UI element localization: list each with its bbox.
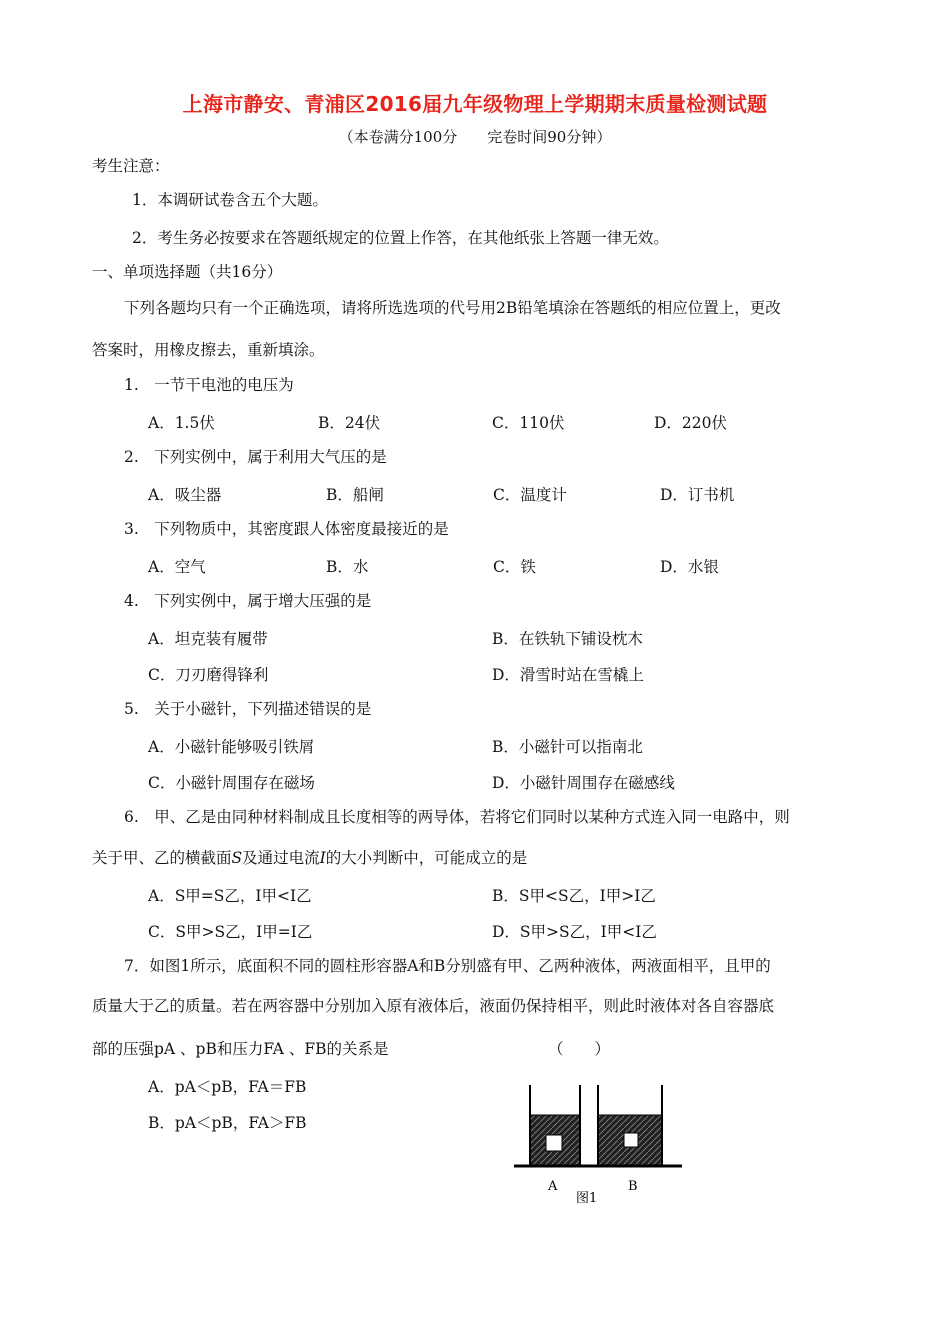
question-1-option-b: B．24伏: [318, 414, 381, 432]
question-4-option-b: B．在铁轨下铺设枕木: [492, 630, 643, 648]
question-2-option-d: D．订书机: [660, 486, 735, 504]
page-title: 上海市静安、青浦区2016届九年级物理上学期期末质量检测试题: [182, 92, 768, 116]
question-4-option-a: A．坦克装有履带: [148, 630, 268, 648]
question-5-option-c: C．小磁针周围存在磁场: [148, 774, 315, 792]
question-4-option-c: C．刀刃磨得锋利: [148, 666, 269, 684]
question-3-option-b: B．水: [326, 558, 369, 576]
notice-item-1: 1．本调研试卷含五个大题。: [132, 191, 328, 209]
block-a: [546, 1135, 562, 1151]
question-1-stem: 1. 一节干电池的电压为: [124, 376, 294, 394]
question-3-option-a: A．空气: [148, 558, 206, 576]
question-7-stem-line2: 质量大于乙的质量。若在两容器中分别加入原有液体后，液面仍保持相平，则此时液体对各自容器底: [92, 997, 775, 1015]
question-2-option-b: B．船闸: [326, 486, 384, 504]
figure-label-b: B: [628, 1179, 638, 1194]
question-6-option-d: D．S甲>S乙，I甲<I乙: [492, 923, 657, 941]
block-b: [624, 1133, 638, 1147]
question-7-option-b: B．pA＜pB，FA＞FB: [148, 1114, 307, 1132]
question-5-option-a: A．小磁针能够吸引铁屑: [148, 738, 315, 756]
container-a: [530, 1085, 580, 1165]
question-3-stem: 3. 下列物质中，其密度跟人体密度最接近的是: [124, 520, 449, 538]
figure-label-a: A: [548, 1179, 558, 1194]
question-1-option-d: D．220伏: [654, 414, 728, 432]
question-4-stem: 4. 下列实例中，属于增大压强的是: [124, 592, 372, 610]
container-b: [598, 1085, 662, 1165]
question-7-stem-line1: 7．如图1所示，底面积不同的圆柱形容器A和B分别盛有甲、乙两种液体，两液面相平，且甲的: [124, 957, 771, 975]
question-7-option-a: A．pA＜pB，FA＝FB: [148, 1078, 307, 1096]
question-3-option-c: C．铁: [493, 558, 536, 576]
question-2-stem: 2. 下列实例中，属于利用大气压的是: [124, 448, 387, 466]
question-7-answer-blank: （ ）: [548, 1040, 611, 1058]
question-6-stem-line2: 关于甲、乙的横截面S及通过电流I的大小判断中，可能成立的是: [92, 849, 528, 867]
question-1-option-c: C．110伏: [492, 414, 565, 432]
question-2-option-c: C．温度计: [493, 486, 567, 504]
section-heading: 一、单项选择题（共16分）: [92, 263, 283, 281]
question-1-option-a: A．1.5伏: [148, 414, 215, 432]
question-6-option-c: C．S甲>S乙，I甲=I乙: [148, 923, 313, 941]
question-7-stem-line3: 部的压强pA 、pB和压力FA 、FB的关系是: [92, 1040, 389, 1058]
question-5-option-d: D．小磁针周围存在磁感线: [492, 774, 675, 792]
figure-caption: 图1: [576, 1191, 598, 1206]
question-6-option-a: A．S甲=S乙，I甲<I乙: [148, 887, 312, 905]
question-3-option-d: D．水银: [660, 558, 719, 576]
section-instruction-line2: 答案时，用橡皮擦去，重新填涂。: [92, 341, 325, 359]
question-6-stem-line1: 6. 甲、乙是由同种材料制成且长度相等的两导体，若将它们同时以某种方式连入同一电路中，则: [124, 808, 790, 826]
figure-1-containers: [510, 1080, 690, 1210]
question-6-option-b: B．S甲<S乙，I甲>I乙: [492, 887, 656, 905]
question-4-option-d: D．滑雪时站在雪橇上: [492, 666, 644, 684]
question-5-option-b: B．小磁针可以指南北: [492, 738, 643, 756]
page-subtitle: （本卷满分100分 完卷时间90分钟）: [338, 128, 612, 146]
notice-heading: 考生注意：: [92, 157, 170, 175]
question-2-option-a: A．吸尘器: [148, 486, 222, 504]
section-instruction-line1: 下列各题均只有一个正确选项，请将所选选项的代号用2B铅笔填涂在答题纸的相应位置上，更改: [124, 299, 781, 317]
question-5-stem: 5. 关于小磁针，下列描述错误的是: [124, 700, 372, 718]
notice-item-2: 2．考生务必按要求在答题纸规定的位置上作答，在其他纸张上答题一律无效。: [132, 229, 669, 247]
